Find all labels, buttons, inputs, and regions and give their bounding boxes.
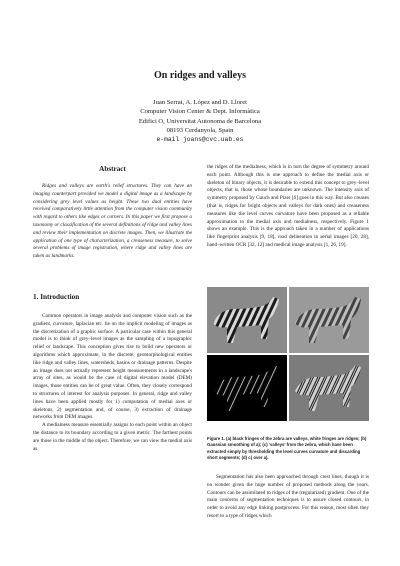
panel-b bbox=[289, 287, 369, 353]
figure-1-image bbox=[207, 287, 369, 421]
panel-c bbox=[207, 355, 287, 421]
authors: Juan Serrat, A. López and D. Lloret bbox=[153, 99, 247, 106]
caption-text: Figure 1. (a) black fringes of the zebra are valleys, white fringes are ridges; (b) Gaussian smoothing of a); (c) ‘valleys’ from the zebra, which have been extracted simply by thresholding the level curves curvature and discarding short segments; (d) c) over a). bbox=[207, 436, 367, 461]
panel-d bbox=[289, 355, 369, 421]
figure-1 bbox=[207, 287, 369, 421]
abstract-heading: Abstract bbox=[99, 165, 126, 173]
introduction-text bbox=[33, 313, 192, 453]
intro-paragraph-2: A medialness measure essentially assigns to each point within an object the distance to its boundary according to a given metric. The farthest points are those in the middle of the object. Therefore, we can view the medial axis as bbox=[33, 422, 192, 452]
author-block bbox=[0, 98, 400, 144]
section-heading-introduction: 1. Introduction bbox=[33, 293, 80, 301]
email: e-mail joans@cvc.uab.es bbox=[156, 136, 244, 144]
panel-a bbox=[207, 287, 287, 353]
right-paragraph-2: Segmentation has also been approached through crest lines, though it is no wonder given the huge number of proposed methods along the years. Contours can be assimilated to ridges of the (regularized) gradient. One of the main concerns of segmentation techniques is to assure closed contours, in order to avoid any edge linking postprocess. For this reason, most often they resort to a type of ridges which bbox=[207, 474, 369, 519]
figure-1-caption bbox=[207, 436, 369, 462]
address: 08193 Cerdanyola, Spain bbox=[166, 126, 234, 134]
right-column-top-text bbox=[207, 164, 369, 250]
intro-paragraph-1: Common operators in image analysis and computer vision such as the gradient, curvature, laplacian etc. lie on the implicit modeling of images as the discretization of a graphic surface. A particular case within this general model is to think of grey–level images as the sampling of a topographic relief or landscape. This conception gives rise to build new operators or algorithms which approximate, in the discrete, geomorphological entities like ridge and valley lines, watersheds, basins or drainage patterns. Despite an image does not actually represent height measurements in a landscape's array of sites, as would be the case of digital elevation model (DEM) images, those entities can be of great value. Often, they closely correspond to structures of interest for analysis purposes. In general, ridge and valley lines have been applied mostly for 1) computation of medial axes or skeletons, 2) segmentation and, of course, 3) extraction of drainage networks from DEM images. bbox=[33, 313, 192, 421]
affiliation-line-2: Edifici O, Universitat Autonoma de Barcelona bbox=[138, 117, 262, 125]
right-paragraph-1: the ridges of the medialness, which is in turn the degree of symmetry around each point. Although this is one approach to define the medial axis or skeleton of binary objects, it is desirable to extend this concept to grey–level objects, that is, those whose boundaries are unknown. The intensity axis of symmetry proposed by Gauch and Pizer [6] goes in this way. But also creases (that is, ridges for bright objects and valleys for dark ones) and creaseness measures like the level curves curvature have been proposed as a reliable approximation to the medial axis and medialness, respectively. Figure 1 shows an example. This is the approach taken in a number of applications like fingerprint analysis [9, 18], road delineation in aerial images [20, 28], hand–written OCR [32, 12] and medical image analysis [1, 26, 19]. bbox=[207, 164, 369, 248]
abstract-text bbox=[33, 183, 192, 261]
paper-title: On ridges and valleys bbox=[154, 70, 246, 81]
affiliation-line-1: Computer Vision Center & Dept. Informàtica bbox=[140, 108, 260, 116]
abstract-paragraph: Ridges and valleys are earth's relief structures. They can have an imaging counterpart provided we model a digital image as a landscape by considering grey level values as height. These two dual entities have received comparatively little attention from the computer vision community with regard to others like edges or corners. In this paper we first propose a taxonomy or classification of the several definitions of ridge and valley lines and review their implementation on discrete images. Then, we illustrate the application of one type of characterization, a creaseness measure, to solve several problems of image registration, where ridge and valley lines are taken as landmarks. bbox=[33, 183, 192, 260]
right-column-bottom-text bbox=[207, 474, 369, 521]
